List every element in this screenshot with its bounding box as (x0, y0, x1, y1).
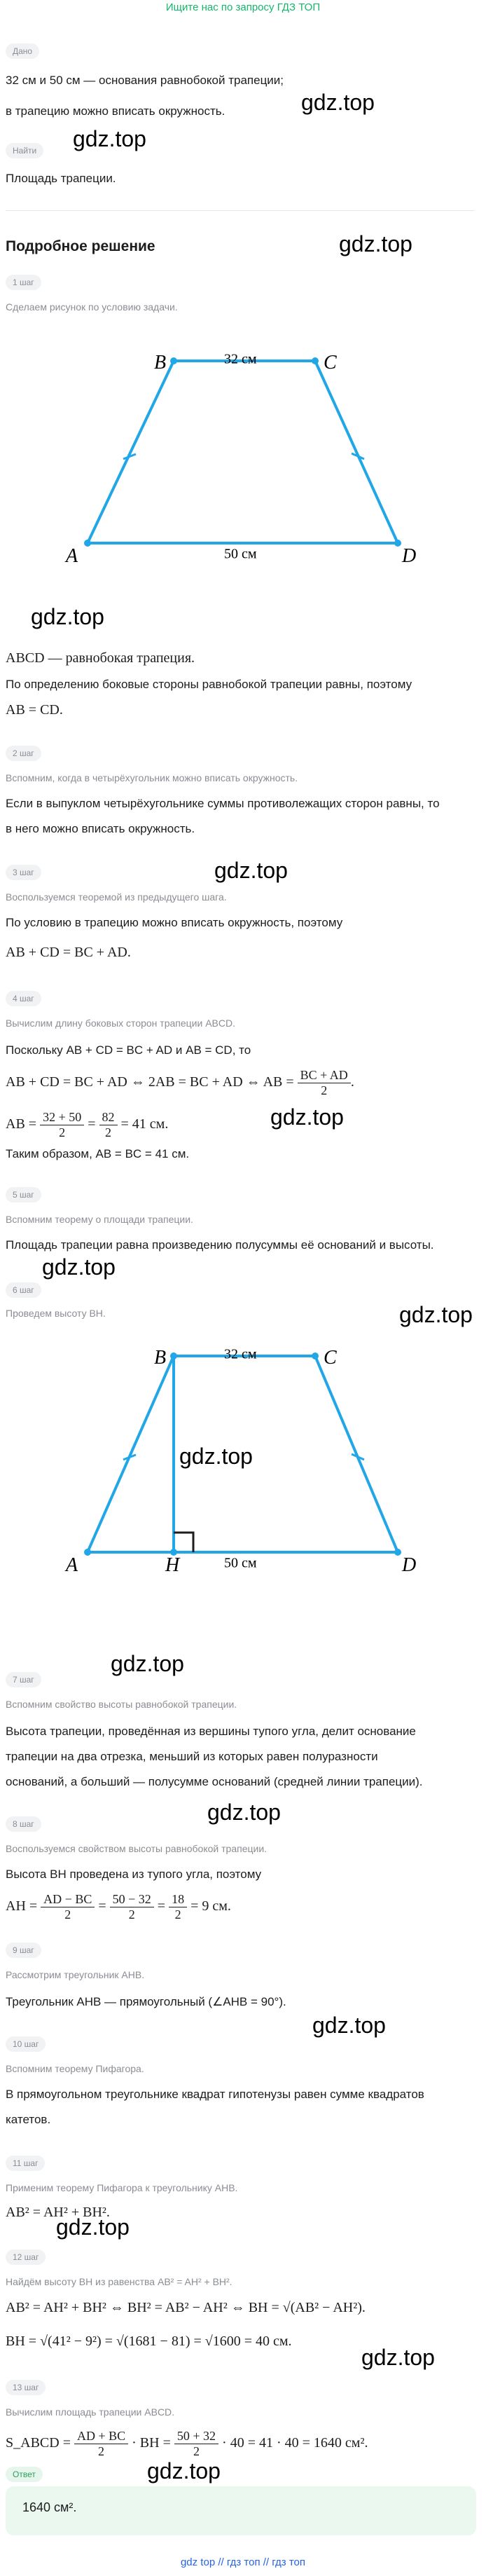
top-banner[interactable]: Ищите нас по запросу ГДЗ ТОП (165, 1, 321, 13)
fraction-numerator: 50 − 32 (110, 1892, 154, 1907)
step-5-label: 5 шаг (6, 1187, 41, 1203)
step-6-label: 6 шаг (6, 1282, 41, 1298)
step-2-desc: Вспомним, когда в четырёхугольник можно вписать окружность. (6, 772, 298, 783)
step-4-label: 4 шаг (6, 991, 41, 1006)
label-h: H (165, 1554, 180, 1577)
watermark: gdz.top (301, 90, 375, 115)
label-c: C (324, 1349, 337, 1369)
step-5-text-1: Площадь трапеции равна произведению полусуммы её оснований и высоты. (6, 1238, 434, 1252)
step-7-text-2: трапеции на два отрезка, меньший из которых равен полуразности (6, 1750, 378, 1763)
watermark: gdz.top (270, 1104, 344, 1130)
step-10-label: 10 шаг (6, 2036, 46, 2052)
footer-links[interactable]: gdz top // гдз топ // гдз топ (180, 2556, 306, 2568)
fraction-numerator: BC + AD (298, 1068, 351, 1083)
step-6-desc: Проведем высоту BH. (6, 1308, 106, 1319)
fraction-denominator: 2 (64, 1907, 71, 1921)
vertex-d (394, 540, 401, 547)
math-part: S_ABCD = (6, 2435, 71, 2451)
vertex-c (312, 357, 319, 364)
divider (6, 210, 475, 211)
step-9-label: 9 шаг (6, 1943, 41, 1958)
watermark: gdz.top (31, 604, 104, 629)
fraction-denominator: 2 (98, 2444, 105, 2458)
math-part: · BH = (132, 2435, 171, 2451)
watermark: gdz.top (42, 1254, 116, 1280)
math-part: = 9 см. (190, 1898, 231, 1914)
step-13-desc: Вычислим площадь трапеции ABCD. (6, 2406, 175, 2418)
fraction (110, 1892, 154, 1922)
step-7-text-1: Высота трапеции, проведённая из вершины тупого угла, делит основание (6, 1725, 416, 1738)
watermark: gdz.top (147, 2458, 221, 2483)
vertex-b (170, 357, 177, 364)
step-1-label: 1 шаг (6, 275, 41, 290)
watermark: gdz.top (361, 2345, 435, 2370)
vertex-a (84, 1549, 91, 1556)
fraction (74, 2429, 128, 2459)
math-part: = 41 см. (120, 1116, 169, 1132)
watermark: gdz.top (179, 1444, 253, 1469)
watermark: gdz.top (207, 1800, 281, 1825)
answer-text: 1640 см². (22, 2500, 77, 2514)
math-part: = (157, 1898, 166, 1914)
step-11-desc: Применим теорему Пифагора к треугольнику AHB. (6, 2182, 238, 2193)
step-1-desc: Сделаем рисунок по условию задачи. (6, 301, 178, 313)
watermark: gdz.top (312, 2013, 386, 2038)
abcd-line: ABCD — равнобокая трапеция. (6, 650, 195, 666)
step-9-text-1: Треугольник AHB — прямоугольный (∠AHB = 90°). (6, 1995, 286, 2008)
label-b: B (154, 1349, 167, 1369)
step-7-label: 7 шаг (6, 1672, 41, 1687)
fraction-numerator: 18 (169, 1892, 187, 1907)
math-part: = (88, 1116, 96, 1132)
vertex-d (394, 1549, 401, 1556)
step-11-math-1: AB² = AH² + BH². (6, 2205, 110, 2220)
step-10-text-2: катетов. (6, 2113, 51, 2126)
vertex-a (84, 540, 91, 547)
step-8-math-1 (6, 1892, 231, 1922)
step-3-desc: Воспользуемся теоремой из предыдущего шага. (6, 891, 227, 903)
math-part: AB = (6, 1116, 37, 1132)
math-part: AH = (6, 1898, 38, 1914)
step-2-label: 2 шаг (6, 746, 41, 761)
label-b: B (154, 354, 167, 374)
step-13-label: 13 шаг (6, 2380, 46, 2395)
fraction (41, 1892, 95, 1922)
step-4-math-2 (6, 1110, 168, 1140)
watermark: gdz.top (73, 126, 146, 151)
step-9-desc: Рассмотрим треугольник AHB. (6, 1969, 145, 1980)
label-top-base: 32 см (224, 1349, 257, 1362)
fraction-denominator: 2 (174, 1907, 181, 1921)
watermark: gdz.top (111, 1651, 184, 1676)
step-3-text-1: По условию в трапецию можно вписать окружность, поэтому (6, 916, 343, 929)
label-d: D (402, 545, 417, 568)
label-bottom-base: 50 см (224, 546, 257, 562)
step-10-text-1: В прямоугольном треугольнике квадрат гипотенузы равен сумме квадратов (6, 2088, 424, 2101)
answer-label: Ответ (6, 2467, 43, 2482)
step-8-desc: Воспользуемся свойством высоты равнобокой трапеции. (6, 1843, 268, 1854)
given-label: Дано (6, 43, 39, 59)
fraction-numerator: 32 + 50 (40, 1110, 84, 1125)
step-3-math-1: AB + CD = BC + AD. (6, 945, 131, 960)
fraction-denominator: 2 (321, 1083, 328, 1097)
definition-line-2: AB = CD. (6, 702, 63, 718)
step-8-text-1: Высота BH проведена из тупого угла, поэтому (6, 1868, 262, 1881)
fraction (99, 1110, 118, 1140)
vertex-b (170, 1352, 177, 1359)
label-c: C (324, 354, 337, 374)
step-4-text-1: Поскольку AB + CD = BC + AD и AB = CD, то (6, 1043, 251, 1057)
step-8-label: 8 шаг (6, 1816, 41, 1832)
step-12-math-2: BH = √(41² − 9²) = √(1681 − 81) = √1600 = 40 см. (6, 2334, 292, 2349)
step-13-math-1 (6, 2429, 368, 2459)
step-4-math-1-expr: AB + CD = BC + AD ⇔ 2AB = BC + AD ⇔ AB = (6, 1074, 294, 1090)
watermark: gdz.top (56, 2214, 130, 2240)
fraction-numerator: AD − BC (41, 1892, 95, 1907)
step-12-label: 12 шаг (6, 2249, 46, 2265)
find-label: Найти (6, 143, 43, 158)
watermark: gdz.top (339, 231, 412, 256)
fraction-denominator: 2 (128, 1907, 135, 1921)
given-line-2: в трапецию можно вписать окружность. (6, 104, 225, 118)
step-4-desc: Вычислим длину боковых сторон трапеции ABCD. (6, 1018, 235, 1029)
label-a: A (66, 545, 78, 568)
fraction (169, 1892, 187, 1922)
definition-line-1: По определению боковые стороны равнобокой трапеции равны, поэтому (6, 678, 412, 691)
label-bottom-base: 50 см (224, 1555, 257, 1571)
fraction (298, 1068, 351, 1098)
fraction (174, 2429, 218, 2459)
label-d: D (402, 1554, 417, 1577)
math-part: · 40 = 41 · 40 = 1640 см². (222, 2435, 368, 2451)
fraction-numerator: 82 (99, 1110, 118, 1125)
step-2-text-1: Если в выпуклом четырёхугольнике суммы противолежащих сторон равны, то (6, 797, 440, 810)
step-11-label: 11 шаг (6, 2156, 45, 2171)
step-12-desc: Найдём высоту BH из равенства AB² = AH² + BH². (6, 2276, 232, 2287)
step-3-label: 3 шаг (6, 865, 41, 880)
label-top-base: 32 см (224, 354, 257, 367)
fraction-denominator: 2 (59, 1125, 66, 1139)
find-text: Площадь трапеции. (6, 172, 116, 185)
step-4-text-2: Таким образом, AB = BC = 41 см. (6, 1147, 190, 1160)
trapezoid-shape (88, 361, 398, 543)
step-5-desc: Вспомним теорему о площади трапеции. (6, 1214, 193, 1225)
step-2-text-2: в него можно вписать окружность. (6, 822, 195, 835)
step-7-text-3: оснований, а больший — полусумме оснований (средней линии трапеции). (6, 1775, 423, 1788)
watermark: gdz.top (214, 858, 288, 883)
fraction-numerator: AD + BC (74, 2429, 128, 2444)
given-line-1: 32 см и 50 см — основания равнобокой трапеции; (6, 74, 284, 87)
fraction-denominator: 2 (105, 1125, 111, 1139)
right-angle-mark (174, 1533, 193, 1552)
solution-title: Подробное решение (6, 238, 155, 254)
fraction (40, 1110, 84, 1140)
trapezoid-figure-1 (56, 354, 448, 585)
step-7-desc: Вспомним свойство высоты равнобокой трапеции. (6, 1699, 237, 1710)
math-part: = (98, 1898, 106, 1914)
fraction-numerator: 50 + 32 (174, 2429, 218, 2444)
step-12-math-1: AB² = AH² + BH² ⇔ BH² = AB² − AH² ⇔ BH = √(AB² − AH²). (6, 2300, 366, 2315)
vertex-c (312, 1352, 319, 1359)
label-a: A (66, 1554, 78, 1577)
step-4-math-1: AB + CD = BC + AD ⇔ 2AB = BC + AD ⇔ AB = $\frac{BC + AD}{2}$ . (6, 1068, 354, 1097)
watermark: gdz.top (399, 1302, 473, 1327)
fraction-denominator: 2 (193, 2444, 200, 2458)
step-10-desc: Вспомним теорему Пифагора. (6, 2063, 144, 2074)
